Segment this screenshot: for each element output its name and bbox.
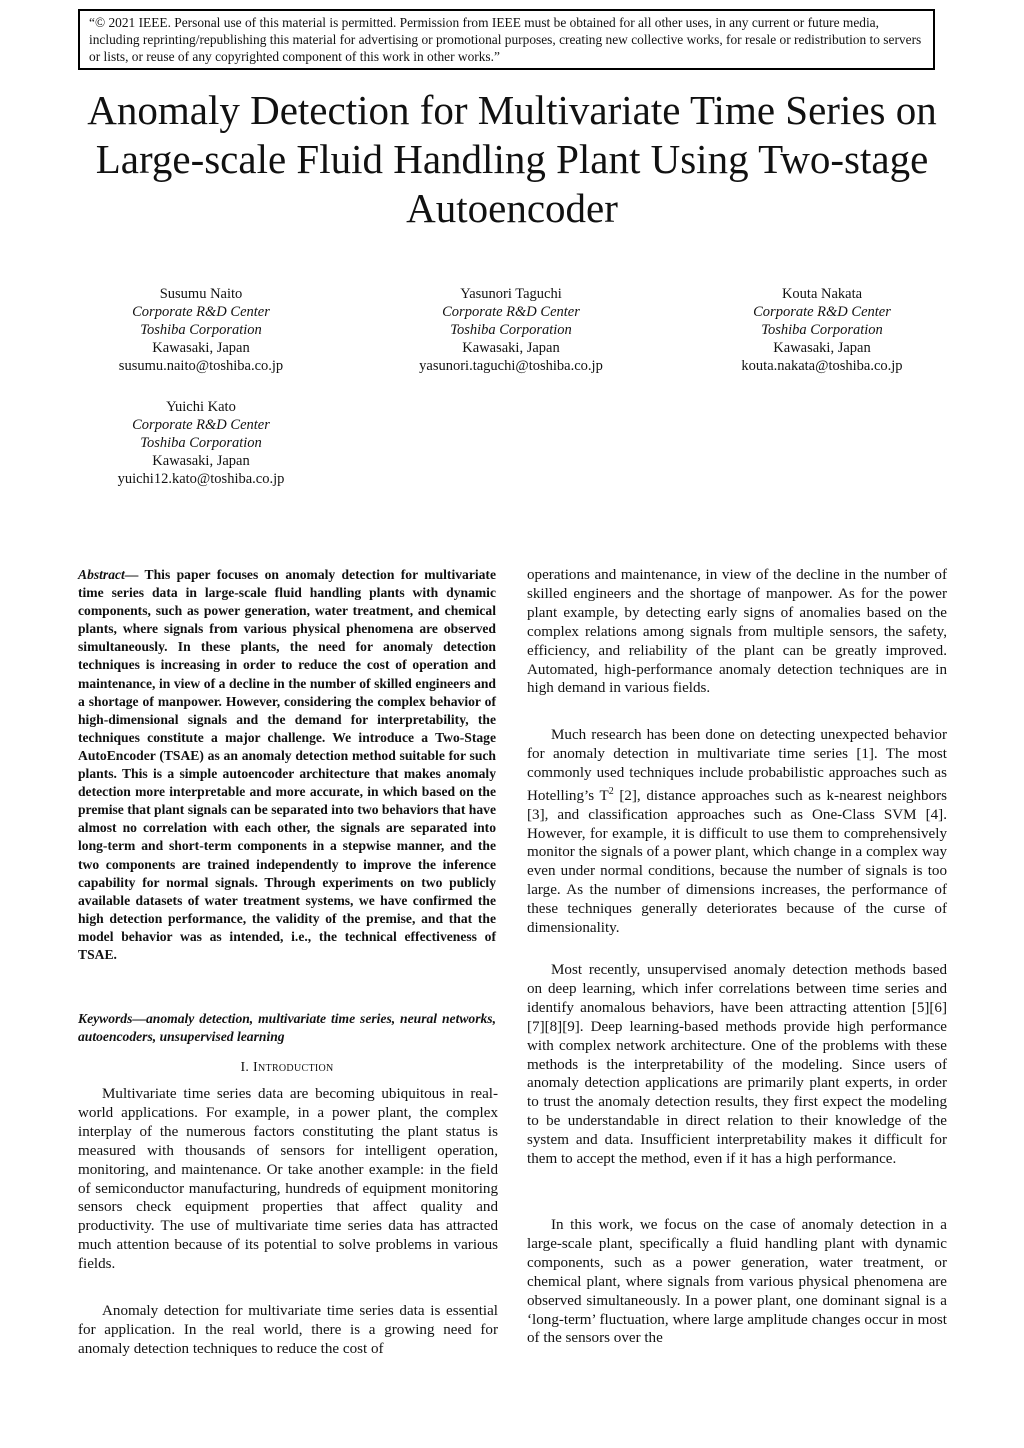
author-email: kouta.nakata@toshiba.co.jp [741, 358, 903, 374]
author-name: Yuichi Kato [166, 399, 236, 415]
author-block [391, 285, 631, 375]
keywords: Keywords—anomaly detection, multivariate time series, neural networks, autoencoders, unsupervised learning [78, 1011, 496, 1044]
author-block [81, 398, 321, 488]
abstract [78, 566, 496, 964]
author-location: Kawasaki, Japan [773, 340, 871, 356]
author-email: yasunori.taguchi@toshiba.co.jp [419, 358, 603, 374]
paper-title: Anomaly Detection for Multivariate Time Series on Large-scale Fluid Handling Plant Using Two-stage Autoencoder [87, 87, 937, 231]
author-organization: Toshiba Corporation [140, 322, 262, 338]
intro-paragraph-3: operations and maintenance, in view of the decline in the number of skilled engineers and the shortage of manpower. As for the power plant example, by detecting early signs of anomalies based on the complex relations among signals from multiple sensors, the safety, efficiency, and reliability of the plant can be greatly improved. Automated, high-performance anomaly detection techniques are in high demand in various fields. [527, 567, 947, 697]
abstract-text: This paper focuses on anomaly detection for multivariate time series data in large-scale fluid handling plants with dynamic components, such as power generation, water treatment, and chemical plants, where signals from various physical phenomena are observed simultaneously. In these plants, the need for anomaly detection techniques is increasing in order to reduce the cost of operation and maintenance, in view of a decline in the number of skilled engineers and a shortage of manpower. However, considering the complex behavior of high-dimensional signals and the demand for interpretability, the techniques constitute a major challenge. We introduce a Two-Stage AutoEncoder (TSAE) as an anomaly detection method suitable for such plants. This is a simple autoencoder architecture that makes anomaly detection more interpretable and more accurate, in which based on the premise that plant signals can be separated into two behaviors that have almost no correlation with each other, the signals are separated into long-term and short-term components in a stepwise manner, and the two components are trained independently to improve the inference capability for normal signals. Through experiments on two publicly available datasets of water treatment systems, we have confirmed the high detection performance, the validity of the premise, and that the model behavior was as intended, i.e., the technical effectiveness of TSAE. [78, 567, 496, 962]
intro-paragraph-6: In this work, we focus on the case of anomaly detection in a large-scale plant, specifically a fluid handling plant with dynamic components, such as a power generation, water treatment, or chemical plant, where signals from various physical phenomena are observed simultaneously. In a power plant, one dominant signal is a ‘long-term’ fluctuation, where large amplitude changes occur in most of the sensors over the [527, 1217, 947, 1347]
author-name: Yasunori Taguchi [460, 286, 562, 302]
author-location: Kawasaki, Japan [152, 340, 250, 356]
author-department: Corporate R&D Center [132, 417, 270, 433]
author-department: Corporate R&D Center [442, 304, 580, 320]
author-organization: Toshiba Corporation [450, 322, 572, 338]
paragraph-text: [2], distance approaches such as k-nearest neighbors [3], and classification approaches such as One-Class SVM [4]. However, for example, it is difficult to use them to comprehensively monitor the signals of a power plant, which change in a complex way even under normal conditions, because the number of signals is too large. As the number of dimensions increases, the performance of these techniques generally deteriorates because of the curse of dimensionality. [527, 787, 947, 937]
section-heading [78, 1060, 496, 1076]
section-number: I. [240, 1060, 250, 1075]
author-organization: Toshiba Corporation [140, 435, 262, 451]
author-email: yuichi12.kato@toshiba.co.jp [117, 471, 285, 487]
section-title: Introduction [253, 1060, 334, 1075]
author-location: Kawasaki, Japan [152, 453, 250, 469]
author-organization: Toshiba Corporation [761, 322, 883, 338]
author-department: Corporate R&D Center [132, 304, 270, 320]
superscript: 2 [608, 785, 614, 797]
intro-paragraph-1: Multivariate time series data are becoming ubiquitous in real-world applications. For example, in a power plant, the complex interplay of the numerous factors constituting the plant status is measured with thousands of sensors for intelligent operation, monitoring, and maintenance. Or take another example: in the field of semiconductor manufacturing, hundreds of equipment monitoring sensors check equipment properties that affect quality and productivity. The use of multivariate time series data has attracted much attention because of its potential to solve problems in various fields. [78, 1086, 498, 1273]
author-block [81, 285, 321, 375]
intro-paragraph-5: Most recently, unsupervised anomaly detection methods based on deep learning, which infer correlations between time series and identify anomalous behaviors, have been attracting attention [5][6][7][8][9]. Deep learning-based methods provide high performance with complex network architecture. One of the problems with these methods is the interpretability of the modeling. Since users of anomaly detection applications are primarily plant experts, in order to trust the anomaly detection results, they first expect the modeling to be understandable in direct relation to their knowledge of the system and data. Insufficient interpretability makes it difficult for them to accept the method, even if it has a high performance. [527, 962, 947, 1168]
intro-paragraph-2: Anomaly detection for multivariate time series data is essential for application. In the real world, there is a growing need for anomaly detection techniques to reduce the cost of [78, 1303, 498, 1357]
author-department: Corporate R&D Center [753, 304, 891, 320]
author-name: Kouta Nakata [781, 286, 863, 302]
copyright-notice: “© 2021 IEEE. Personal use of this material is permitted. Permission from IEEE must be obtained for all other uses, in any current or future media, including reprinting/republishing this material for advertising or promotional purposes, creating new collective works, for resale or redistribution to servers or lists, or reuse of any copyrighted component of this work in other works.” [78, 9, 935, 70]
author-name: Susumu Naito [159, 286, 243, 302]
author-block [702, 285, 942, 375]
author-email: susumu.naito@toshiba.co.jp [118, 358, 284, 374]
intro-paragraph-4 [527, 726, 947, 938]
author-location: Kawasaki, Japan [462, 340, 560, 356]
paragraph-text: Much research has been done on detecting unexpected behavior for anomaly detection in multivariate time series [1]. The most commonly used techniques include probabilistic approaches such as Hotelling’s T [527, 727, 947, 804]
abstract-label: Abstract— [78, 567, 139, 582]
